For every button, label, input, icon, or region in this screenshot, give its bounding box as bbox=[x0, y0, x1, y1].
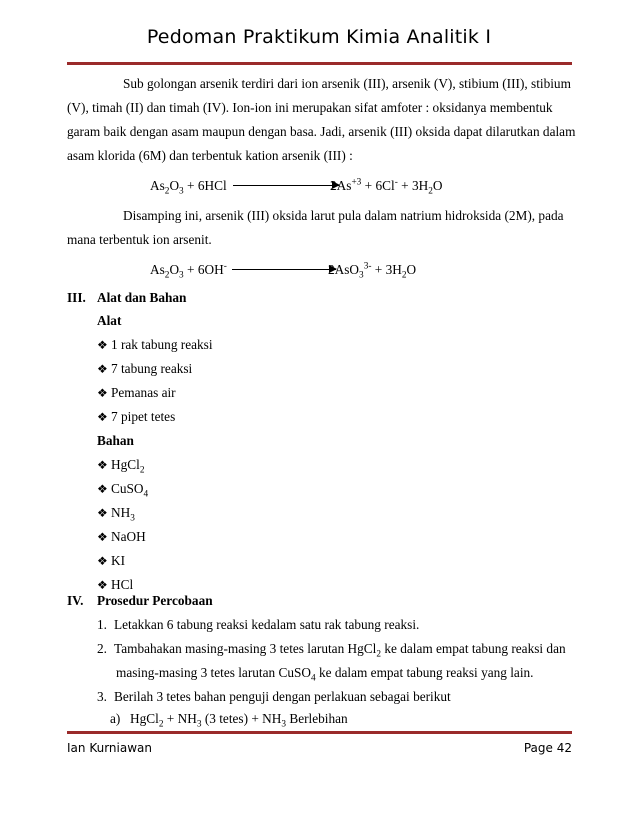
diamond-bullet-icon: ❖ bbox=[97, 386, 108, 400]
procedure-step-2: 2. Tambahakan masing-masing 3 tetes larutan HgCl$_2$ ke dalam empat tabung reaksi dan bbox=[97, 641, 566, 660]
section-4-heading: IV. Prosedur Percobaan bbox=[67, 593, 213, 608]
diamond-bullet-icon: ❖ bbox=[97, 482, 108, 496]
footer-page-number: Page 42 bbox=[523, 741, 572, 755]
intro-line-2: (V), timah (II) dan timah (IV). Ion-ion ini merupakan sifat amfoter : oksidanya membentuk bbox=[67, 100, 553, 115]
eq1-reactants: $As_2O_3 + 6HCl$ bbox=[150, 178, 227, 197]
procedure-step-1: 1. Letakkan 6 tabung reaksi kedalam satu rak tabung reaksi. bbox=[97, 617, 420, 632]
procedure-step-3: 3. Berilah 3 tetes bahan penguji dengan perlakuan sebagai berikut bbox=[97, 689, 451, 704]
intro-line-3: garam baik dengan asam maupun dengan basa. Jadi, arsenik (III) oksida dapat dilarutkan dalam bbox=[67, 124, 576, 139]
diamond-bullet-icon: ❖ bbox=[97, 578, 108, 592]
eq2-products: $2AsO_3^{3-} + 3H_2O$ bbox=[328, 261, 417, 281]
reaction-equation-2 bbox=[150, 262, 480, 280]
list-item: ❖ Pemanas air bbox=[97, 385, 176, 400]
list-item: ❖ CuSO$_4$ bbox=[97, 481, 149, 500]
intro-line-1: Sub golongan arsenik terdiri dari ion arsenik (III), arsenik (V), stibium (III), stibium bbox=[123, 76, 571, 91]
list-item: ❖ 7 pipet tetes bbox=[97, 409, 176, 424]
list-item: ❖ 1 rak tabung reaksi bbox=[97, 337, 213, 352]
footer-author: Ian Kurniawan bbox=[67, 741, 152, 755]
list-item: ❖ 7 tabung reaksi bbox=[97, 361, 193, 376]
reaction-arrow-icon bbox=[233, 185, 339, 186]
procedure-step-2-continued: masing-masing 3 tetes larutan CuSO$_4$ ke dalam empat tabung reaksi yang lain. bbox=[116, 665, 534, 684]
list-item: ❖ NaOH bbox=[97, 529, 146, 544]
header-rule bbox=[67, 62, 572, 65]
list-item: ❖ KI bbox=[97, 553, 126, 568]
page-header-title: Pedoman Praktikum Kimia Analitik I bbox=[146, 26, 492, 48]
list-item: ❖ HgCl$_2$ bbox=[97, 457, 145, 476]
eq2-reactants: $As_2O_3 + 6OH^-$ bbox=[150, 261, 227, 281]
alat-subheading: Alat bbox=[97, 313, 122, 328]
reaction-arrow-icon bbox=[232, 269, 336, 270]
list-item: ❖ $NH_3$ bbox=[97, 505, 135, 524]
diamond-bullet-icon: ❖ bbox=[97, 506, 108, 520]
diamond-bullet-icon: ❖ bbox=[97, 458, 108, 472]
section-3-heading: III. Alat dan Bahan bbox=[67, 290, 187, 305]
list-item: ❖ HCl bbox=[97, 577, 134, 592]
para2-line-1: Disamping ini, arsenik (III) oksida larut pula dalam natrium hidroksida (2M), pada bbox=[123, 208, 564, 223]
diamond-bullet-icon: ❖ bbox=[97, 554, 108, 568]
procedure-step-3a: a) HgCl$_2$ + $NH_3$ (3 tetes) + $NH_3$ Berlebihan bbox=[110, 711, 348, 730]
para2-line-2: mana terbentuk ion arsenit. bbox=[67, 232, 212, 247]
reaction-equation-1 bbox=[150, 178, 480, 196]
page-footer bbox=[67, 741, 572, 755]
bahan-subheading: Bahan bbox=[97, 433, 134, 448]
footer-rule bbox=[67, 731, 572, 734]
intro-line-4: asam klorida (6M) dan terbentuk kation arsenik (III) : bbox=[67, 148, 353, 163]
eq1-products: $2As^{+3} + 6Cl^- + 3H_2O$ bbox=[330, 177, 443, 197]
diamond-bullet-icon: ❖ bbox=[97, 530, 108, 544]
diamond-bullet-icon: ❖ bbox=[97, 410, 108, 424]
diamond-bullet-icon: ❖ bbox=[97, 362, 108, 376]
diamond-bullet-icon: ❖ bbox=[97, 338, 108, 352]
